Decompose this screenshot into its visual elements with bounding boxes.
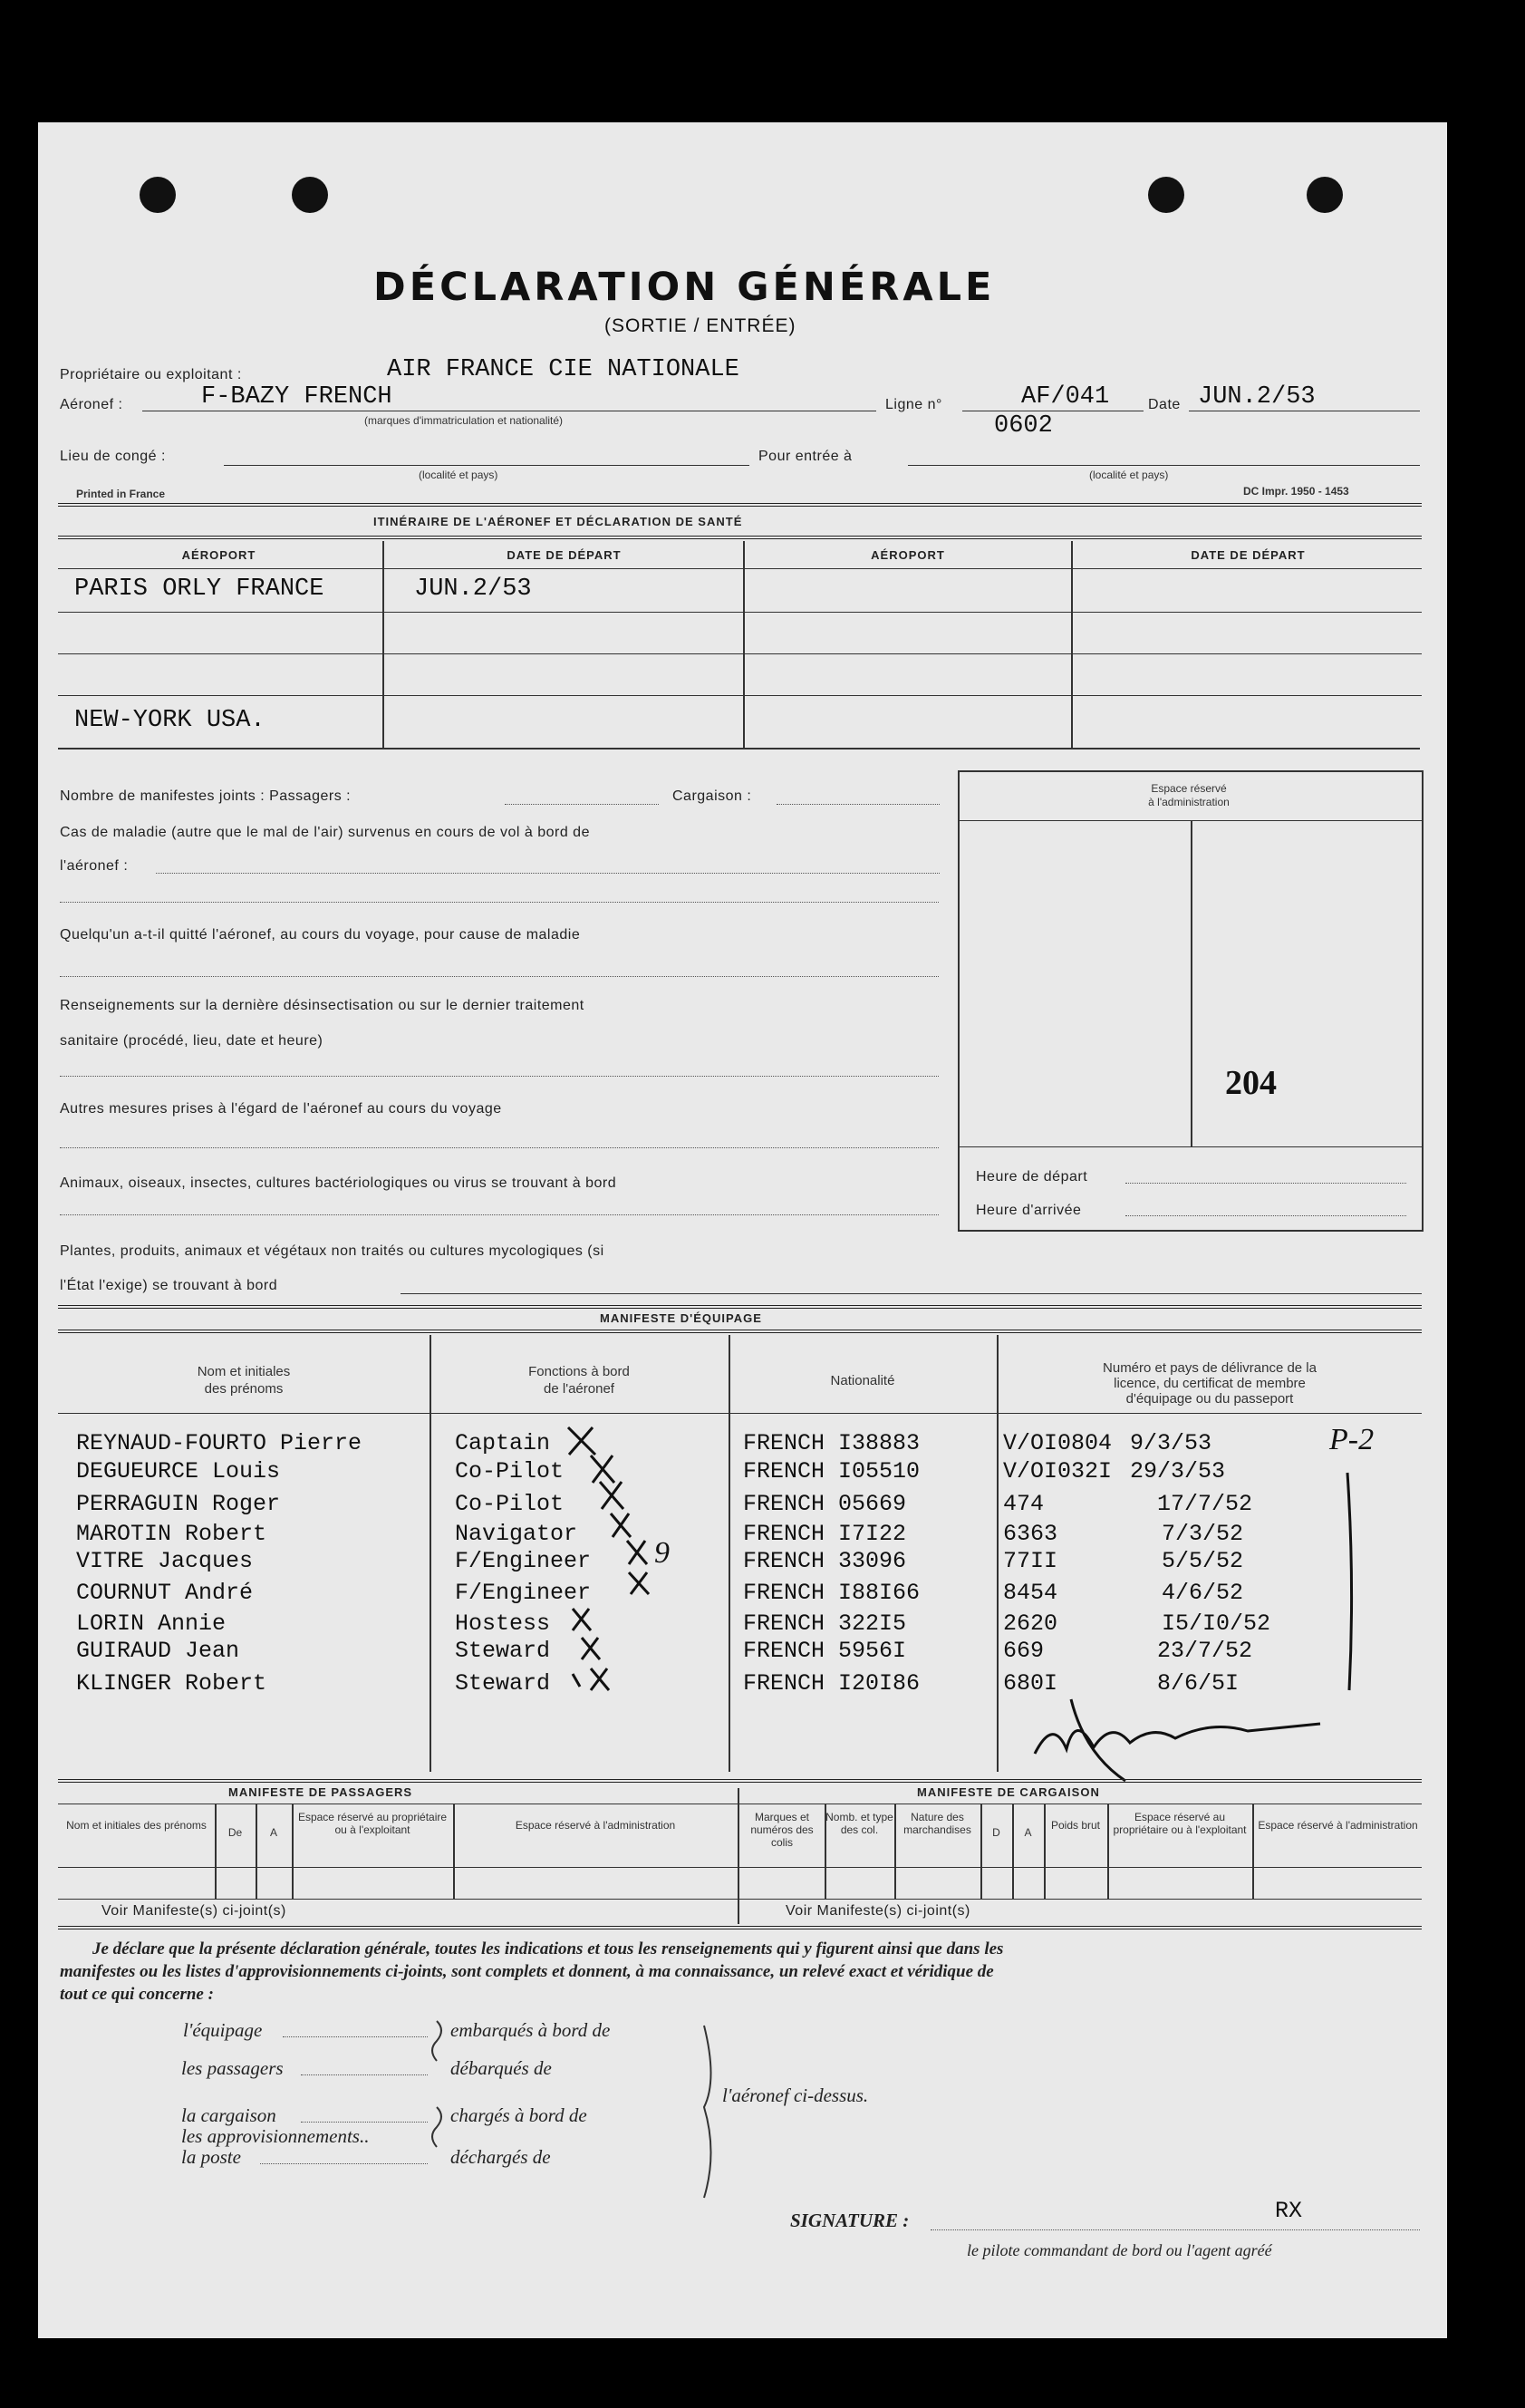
- cargo-heading: MANIFESTE DE CARGAISON: [917, 1785, 1100, 1799]
- crew-nationality: FRENCH 5956I: [743, 1638, 907, 1664]
- signer-note: le pilote commandant de bord ou l'agent agréé: [967, 2241, 1272, 2259]
- pax-col-owner: Espace réservé au propriétaire ou à l'exploitant: [297, 1811, 448, 1836]
- cargo-count-label: Cargaison :: [672, 788, 752, 804]
- crew-nationality: FRENCH I88I66: [743, 1580, 921, 1606]
- crew-nationality: FRENCH I05510: [743, 1458, 921, 1484]
- signature-label: SIGNATURE :: [790, 2210, 910, 2231]
- owner-value: AIR FRANCE CIE NATIONALE: [387, 356, 739, 383]
- declaration-text-2: manifestes ou les listes d'approvisionnements ci-joints, sont complets et donnent, à ma connaissance, un relevé exact et véridique de: [60, 1962, 994, 1981]
- illness-label: Cas de maladie (autre que le mal de l'air) survenus en cours de vol à bord de: [60, 825, 590, 840]
- crew-nationality: FRENCH 33096: [743, 1548, 907, 1574]
- form-ref: DC Impr. 1950 - 1453: [1243, 485, 1349, 498]
- crew-license-date: 7/3/52: [1162, 1521, 1244, 1547]
- animals-label: Animaux, oiseaux, insectes, cultures bactériologiques ou virus se trouvant à bord: [60, 1175, 617, 1191]
- annotation-margin: P-2: [1329, 1423, 1375, 1456]
- arrival-label: Pour entrée à: [758, 449, 853, 464]
- pax-col-admin: Espace réservé à l'administration: [515, 1819, 676, 1832]
- passengers-heading: MANIFESTE DE PASSAGERS: [228, 1785, 413, 1799]
- crew-license: 474: [1003, 1491, 1045, 1517]
- decl-crew: l'équipage: [183, 2019, 263, 2041]
- decl-loaded: chargés à bord de: [450, 2104, 587, 2126]
- crew-license-date: 5/5/52: [1162, 1548, 1244, 1574]
- crew-heading: MANIFESTE D'ÉQUIPAGE: [600, 1311, 762, 1325]
- crew-function: Steward: [455, 1670, 551, 1697]
- disinsect-label: Renseignements sur la dernière désinsectisation ou sur le dernier traitement: [60, 998, 584, 1013]
- col-departure-date-2: DATE DE DÉPART: [1191, 548, 1306, 562]
- crew-function: F/Engineer: [455, 1580, 592, 1606]
- crew-name: COURNUT André: [76, 1580, 254, 1606]
- crew-license-date: 17/7/52: [1157, 1491, 1253, 1517]
- arrival-note: (localité et pays): [1089, 469, 1169, 481]
- crew-nationality: FRENCH 05669: [743, 1491, 907, 1517]
- decl-cargo: la cargaison: [181, 2104, 276, 2126]
- cargo-col-owner: Espace réservé au propriétaire ou à l'exploitant: [1113, 1811, 1247, 1836]
- crew-function: Co-Pilot: [455, 1458, 565, 1484]
- departure-label: Lieu de congé :: [60, 449, 166, 464]
- left-aircraft-label: Quelqu'un a-t-il quitté l'aéronef, au cours du voyage, pour cause de maladie: [60, 927, 581, 943]
- crew-function: F/Engineer: [455, 1548, 592, 1574]
- cargo-col-number: Nomb. et type des col.: [825, 1811, 893, 1836]
- crew-function: Captain: [455, 1430, 551, 1456]
- admin-box-title-2: à l'administration: [1148, 796, 1230, 808]
- pax-col-name: Nom et initiales des prénoms: [66, 1819, 207, 1832]
- crew-col-name: Nom et initiales: [197, 1364, 291, 1379]
- crew-license: 669: [1003, 1638, 1045, 1664]
- crew-license-date: I5/I0/52: [1162, 1610, 1271, 1637]
- crew-name: LORIN Annie: [76, 1610, 227, 1637]
- decl-disembarked: débarqués de: [450, 2057, 552, 2079]
- plants-label: Plantes, produits, animaux et végétaux non traités ou cultures mycologiques (si: [60, 1243, 604, 1259]
- signature-value: RX: [1275, 2198, 1303, 2224]
- col-airport-2: AÉROPORT: [871, 548, 945, 562]
- crew-nationality: FRENCH I7I22: [743, 1521, 907, 1547]
- date-value: JUN.2/53: [1198, 383, 1316, 411]
- crew-license: 680I: [1003, 1670, 1058, 1697]
- pax-see-attached: Voir Manifeste(s) ci-joint(s): [101, 1903, 286, 1919]
- line-label: Ligne n°: [885, 397, 942, 412]
- brace-lines: [38, 122, 1447, 2297]
- dep-time-label: Heure de départ: [976, 1169, 1088, 1185]
- crew-license: V/OI032I: [1003, 1458, 1113, 1484]
- crew-name: GUIRAUD Jean: [76, 1638, 240, 1664]
- crew-name: REYNAUD-FOURTO Pierre: [76, 1430, 362, 1456]
- decl-embarked: embarqués à bord de: [450, 2019, 611, 2041]
- crew-nationality: FRENCH 322I5: [743, 1610, 907, 1637]
- crew-license-date: 8/6/5I: [1157, 1670, 1240, 1697]
- cargo-see-attached: Voir Manifeste(s) ci-joint(s): [786, 1903, 970, 1919]
- crew-col-license-2: licence, du certificat de membre: [1114, 1376, 1306, 1391]
- cargo-col-marks: Marques et numéros des colis: [750, 1811, 814, 1849]
- crew-name: MAROTIN Robert: [76, 1521, 267, 1547]
- cargo-col-nature: Nature des marchandises: [903, 1811, 971, 1836]
- crew-license-date: 23/7/52: [1157, 1638, 1253, 1664]
- pax-col-a: A: [269, 1826, 277, 1839]
- cargo-col-admin: Espace réservé à l'administration: [1258, 1819, 1418, 1832]
- crew-function: Navigator: [455, 1521, 578, 1547]
- other-measures-label: Autres mesures prises à l'égard de l'aéronef au cours du voyage: [60, 1101, 502, 1117]
- itinerary-origin-date: JUN.2/53: [414, 575, 532, 603]
- crew-license: 77II: [1003, 1548, 1058, 1574]
- departure-note: (localité et pays): [419, 469, 498, 481]
- col-airport: AÉROPORT: [181, 548, 256, 562]
- declaration-text-3: tout ce qui concerne :: [60, 1985, 214, 2004]
- crew-col-function: Fonctions à bord: [528, 1364, 630, 1379]
- form-sheet: [38, 122, 1447, 2338]
- arr-time-label: Heure d'arrivée: [976, 1203, 1082, 1218]
- decl-passengers: les passagers: [181, 2057, 284, 2079]
- owner-label: Propriétaire ou exploitant :: [60, 367, 242, 382]
- crew-nationality: FRENCH I38883: [743, 1430, 921, 1456]
- cargo-col-d: D: [992, 1826, 1000, 1839]
- crew-name: DEGUEURCE Louis: [76, 1458, 281, 1484]
- aircraft-value: F-BAZY FRENCH: [201, 383, 392, 411]
- date-label: Date: [1148, 397, 1181, 412]
- crew-name: KLINGER Robert: [76, 1670, 267, 1697]
- crew-license: V/OI0804: [1003, 1430, 1113, 1456]
- decl-aircraft: l'aéronef ci-dessus.: [722, 2084, 869, 2106]
- printed-note: Printed in France: [76, 488, 166, 500]
- aircraft-note: (marques d'immatriculation et nationalité): [364, 414, 564, 427]
- admin-number: 204: [1225, 1064, 1277, 1102]
- decl-unloaded: déchargés de: [450, 2146, 551, 2168]
- crew-license-date: 9/3/53: [1130, 1430, 1212, 1456]
- disinsect-label-2: sanitaire (procédé, lieu, date et heure): [60, 1033, 323, 1049]
- itinerary-origin: PARIS ORLY FRANCE: [74, 575, 324, 603]
- itinerary-heading: ITINÉRAIRE DE L'AÉRONEF ET DÉCLARATION DE SANTÉ: [373, 515, 743, 528]
- crew-function: Steward: [455, 1638, 551, 1664]
- plants-label-2: l'État l'exige) se trouvant à bord: [60, 1278, 278, 1293]
- crew-function: Co-Pilot: [455, 1491, 565, 1517]
- crew-license: 8454: [1003, 1580, 1058, 1606]
- cargo-col-weight: Poids brut: [1050, 1819, 1101, 1832]
- decl-supplies: les approvisionnements..: [181, 2125, 370, 2147]
- manifests-label: Nombre de manifestes joints : Passagers :: [60, 788, 352, 804]
- crew-license-date: 29/3/53: [1130, 1458, 1226, 1484]
- form-title: DÉCLARATION GÉNÉRALE: [373, 265, 996, 310]
- aircraft-label: Aéronef :: [60, 397, 123, 412]
- crew-col-license: Numéro et pays de délivrance de la: [1103, 1360, 1317, 1376]
- admin-box-title: Espace réservé: [1151, 782, 1227, 795]
- annotation-count: 9: [654, 1536, 670, 1570]
- decl-mail: la poste: [181, 2146, 241, 2168]
- crew-col-function-2: de l'aéronef: [544, 1381, 614, 1397]
- col-departure-date: DATE DE DÉPART: [507, 548, 622, 562]
- crew-name: PERRAGUIN Roger: [76, 1491, 281, 1517]
- crew-function: Hostess: [455, 1610, 551, 1637]
- illness-label-2: l'aéronef :: [60, 858, 129, 874]
- crew-license: 6363: [1003, 1521, 1058, 1547]
- pax-col-de: De: [227, 1826, 243, 1839]
- crew-col-nationality: Nationalité: [830, 1373, 895, 1388]
- line-value: AF/041: [1021, 383, 1110, 411]
- crew-license: 2620: [1003, 1610, 1058, 1637]
- declaration-text-1: Je déclare que la présente déclaration générale, toutes les indications et tous les renseignements qui y figurent ainsi que dans les: [92, 1939, 1004, 1958]
- line-value-2: 0602: [994, 412, 1053, 440]
- crew-col-name-2: des prénoms: [204, 1381, 284, 1397]
- itinerary-destination: NEW-YORK USA.: [74, 707, 265, 734]
- cargo-col-a: A: [1024, 1826, 1032, 1839]
- crew-nationality: FRENCH I20I86: [743, 1670, 921, 1697]
- form-subtitle: (SORTIE / ENTRÉE): [604, 315, 796, 336]
- crew-name: VITRE Jacques: [76, 1548, 254, 1574]
- crew-col-license-3: d'équipage ou du passeport: [1125, 1391, 1294, 1407]
- crew-license-date: 4/6/52: [1162, 1580, 1244, 1606]
